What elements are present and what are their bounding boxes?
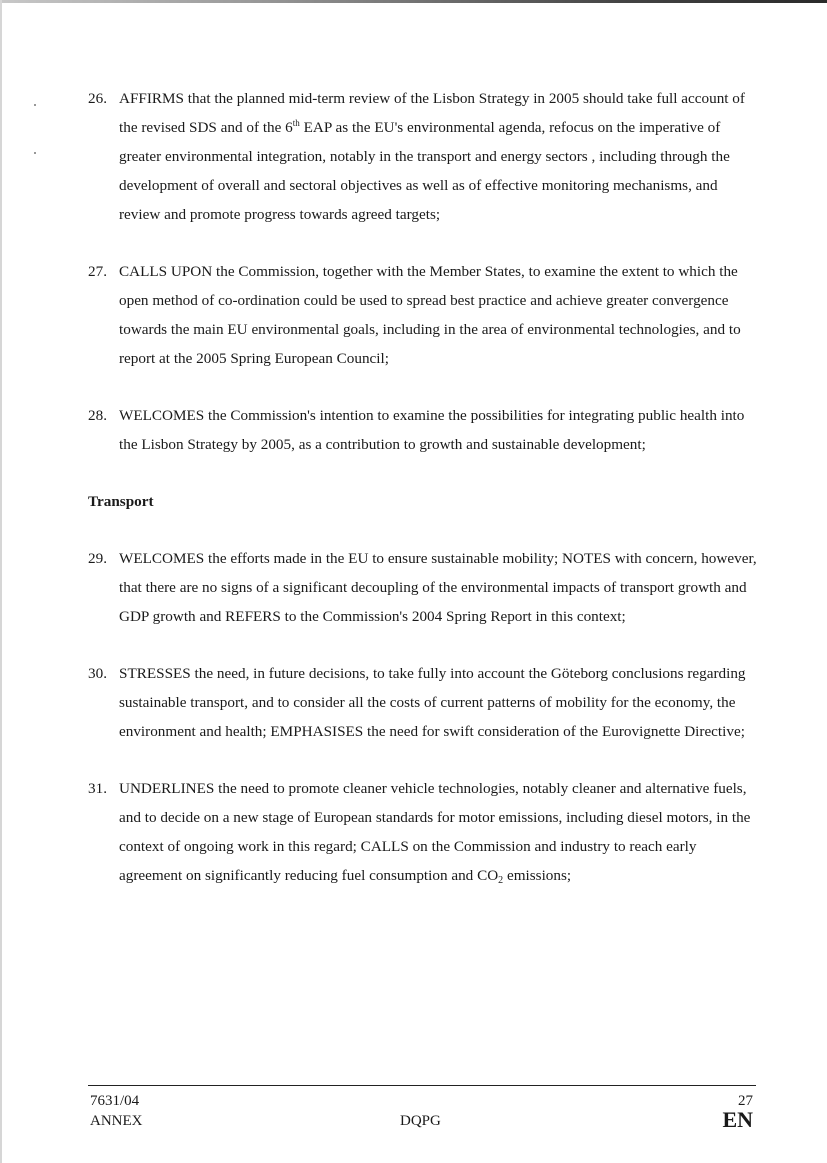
paragraph-text xyxy=(119,780,750,884)
scan-left-edge xyxy=(0,0,2,1163)
scan-speck xyxy=(34,104,36,106)
paragraph-number: 26. xyxy=(88,90,107,107)
paragraph-text-part: EAP as the EU's environmental agenda, refocus on the imperative of greater environmental integration, notably in the transport and energy sectors , including through the development of overall and sectoral objectives as well as of effective monitoring mechanisms, and review and promote progress towards agreed targets; xyxy=(119,119,730,223)
document-body xyxy=(88,84,760,918)
paragraph-text: WELCOMES the efforts made in the EU to ensure sustainable mobility; NOTES with concern, however, that there are no signs of a significant decoupling of the environmental impacts of transport growth and GDP growth and REFERS to the Commission's 2004 Spring Report in this context; xyxy=(119,550,757,625)
paragraph-text: STRESSES the need, in future decisions, to take fully into account the Göteborg conclusions regarding sustainable transport, and to consider all the costs of current patterns of mobility for the economy, the environment and health; EMPHASISES the need for swift consideration of the Eurovignette Directive; xyxy=(119,665,746,740)
paragraph-text-part: UNDERLINES the need to promote cleaner vehicle technologies, notably cleaner and alternative fuels, and to decide on a new stage of European standards for motor emissions, including diesel motors, in the context of ongoing work in this regard; CALLS on the Commission and industry to reach early agreement on significantly reducing fuel consumption and CO xyxy=(119,780,751,884)
chemical-subscript: 2 xyxy=(498,875,504,886)
paragraph-number: 29. xyxy=(88,550,107,567)
paragraph-text: WELCOMES the Commission's intention to examine the possibilities for integrating public health into the Lisbon Strategy by 2005, as a contribution to growth and sustainable development; xyxy=(119,407,745,453)
paragraph-text-part: emissions; xyxy=(503,867,572,884)
directorate-code: DQPG xyxy=(400,1113,441,1129)
paragraph-text xyxy=(119,90,745,223)
scan-top-edge xyxy=(0,0,827,3)
page-number: 27 xyxy=(738,1093,753,1109)
footer-divider xyxy=(88,1085,756,1086)
section-heading-transport: Transport xyxy=(88,493,154,510)
ordinal-superscript: th xyxy=(292,118,300,128)
paragraph-27 xyxy=(88,257,760,373)
document-reference: 7631/04 xyxy=(90,1093,140,1109)
annex-label: ANNEX xyxy=(90,1113,143,1129)
paragraph-text: CALLS UPON the Commission, together with the Member States, to examine the extent to which the open method of co-ordination could be used to spread best practice and achieve greater convergence towards the main EU environmental goals, including in the area of environmental technologies, and to report at the 2005 Spring European Council; xyxy=(119,263,741,367)
paragraph-28 xyxy=(88,401,760,459)
scan-speck xyxy=(34,152,36,154)
language-code: EN xyxy=(722,1107,753,1132)
paragraph-number: 28. xyxy=(88,407,107,424)
paragraph-26 xyxy=(88,84,760,229)
paragraph-text-part: AFFIRMS that the planned mid-term review of the Lisbon Strategy in 2005 should take full account of the revised SDS and of the 6 xyxy=(119,90,745,136)
paragraph-31 xyxy=(88,774,760,890)
paragraph-30 xyxy=(88,659,760,746)
paragraph-number: 27. xyxy=(88,263,107,280)
paragraph-29 xyxy=(88,544,760,631)
paragraph-number: 31. xyxy=(88,780,107,797)
paragraph-number: 30. xyxy=(88,665,107,682)
